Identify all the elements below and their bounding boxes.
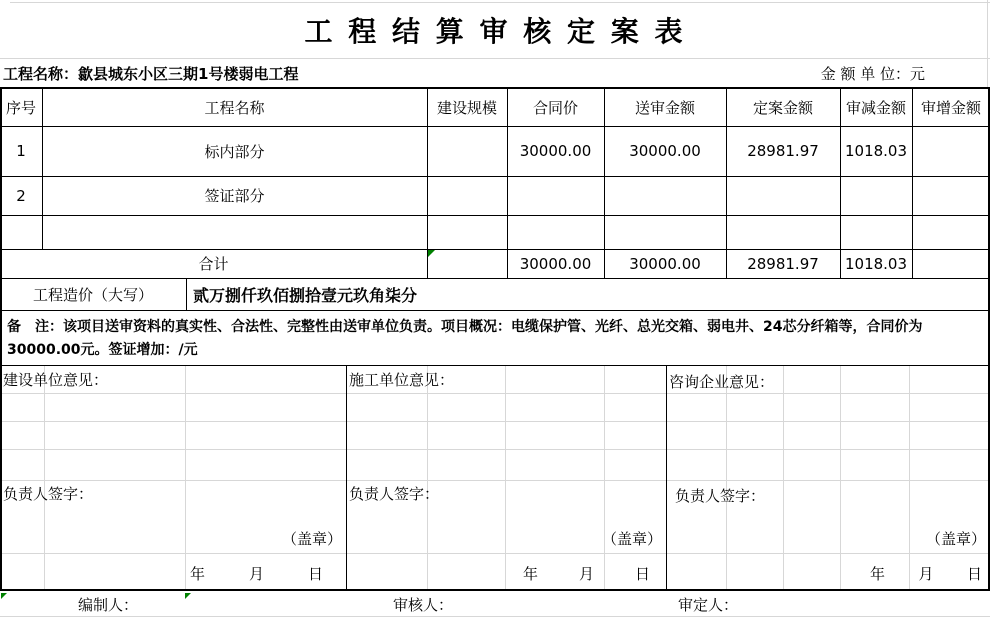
opinion-owner-seal: （盖章）: [281, 530, 342, 548]
col-header-submitted: 送审金额: [634, 98, 695, 117]
amount-words-value: 贰万捌仟玖佰捌拾壹元玖角柒分: [193, 285, 418, 305]
gridline: [427, 366, 428, 589]
row3-seq: [0, 215, 42, 249]
month-label: 月: [578, 564, 594, 583]
month-label: 月: [248, 564, 264, 583]
opinion-owner-signer: 负责人签字：: [3, 485, 94, 503]
project-name-label: 工程名称：歙县城东小区三期1号楼弱电工程: [3, 65, 299, 83]
approver-label: 审定人：: [678, 596, 739, 614]
total-scale: [427, 249, 507, 278]
opinion-contractor-signer: 负责人签字：: [349, 485, 440, 503]
row1-seq: 1: [16, 142, 26, 160]
opinion-owner-title: 建设单位意见：: [3, 371, 109, 389]
row1-name: 标内部分: [204, 142, 265, 161]
gridline: [0, 616, 990, 617]
row2-seq: 2: [16, 186, 26, 205]
amount-unit-label: 金 额 单 位：元: [820, 65, 925, 83]
remark-text: 备 注：该项目送审资料的真实性、合法性、完整性由送审单位负责。项目概况：电缆保护管、光纤、总光交箱、弱电井、24芯分纤箱等，合同价为30000.00元。签证增加：/元: [7, 319, 923, 358]
year-label: 年: [190, 564, 206, 583]
total-reduced: 1018.03: [844, 254, 908, 273]
col-header-reduced: 审减金额: [845, 98, 906, 117]
opinion-consultant-title: 咨询企业意见：: [669, 373, 775, 391]
total-finalized: 28981.97: [747, 254, 819, 273]
col-header-increased: 审增金额: [920, 98, 981, 117]
row1-scale: [427, 126, 507, 176]
col-header-name: 工程名称: [204, 98, 265, 117]
row1-contract: 30000.00: [519, 142, 592, 160]
opinion-contractor-date: [508, 559, 665, 587]
row1-reduced: 1018.03: [844, 142, 908, 160]
day-label: 日: [966, 564, 982, 583]
opinion-consultant-date: [856, 559, 988, 587]
gridline: [783, 366, 784, 589]
total-label: 合计: [198, 255, 229, 273]
year-label: 年: [870, 564, 886, 583]
col-header-finalized: 定案金额: [752, 98, 813, 117]
reviewer-label: 审核人：: [393, 596, 454, 614]
row1-submitted: 30000.00: [629, 142, 701, 160]
amount-words-label: 工程造价（大写）: [32, 285, 153, 304]
gridline: [44, 366, 45, 589]
gridline: [10, 2, 990, 3]
col-header-scale: 建设规模: [436, 98, 497, 117]
table-border: [0, 589, 990, 591]
row-line: [0, 365, 990, 366]
opinion-divider: [666, 365, 667, 589]
row2-name: 签证部分: [204, 187, 265, 205]
total-submitted: 30000.00: [629, 254, 701, 273]
row1-finalized: 28981.97: [747, 142, 819, 160]
opinion-contractor-title: 施工单位意见：: [349, 371, 455, 389]
col-header-seq: 序号: [5, 98, 36, 117]
preparer-label: 编制人：: [78, 596, 139, 614]
gridline: [185, 366, 186, 589]
month-label: 月: [918, 564, 934, 583]
cell-error-indicator-icon: [428, 250, 435, 257]
page-title: 工 程 结 算 审 核 定 案 表: [304, 15, 686, 48]
day-label: 日: [634, 564, 650, 583]
col-header-contract: 合同价: [532, 98, 578, 117]
gridline: [604, 366, 605, 589]
opinion-contractor-seal: （盖章）: [601, 530, 662, 548]
row3-name: [42, 215, 427, 249]
opinion-owner-date: [185, 559, 345, 587]
opinion-divider: [346, 365, 347, 589]
gridline: [505, 366, 506, 589]
gridline: [0, 58, 990, 59]
cell-error-indicator-icon: [1, 593, 7, 599]
opinion-consultant-seal: （盖章）: [925, 530, 986, 548]
opinion-consultant-signer: 负责人签字：: [675, 487, 766, 505]
gridline: [909, 366, 910, 589]
year-label: 年: [523, 564, 539, 583]
row1-increased: [912, 126, 990, 176]
total-contract: 30000.00: [519, 254, 592, 273]
day-label: 日: [307, 564, 323, 583]
total-increased: [912, 249, 990, 278]
cell-error-indicator-icon: [185, 593, 191, 599]
gridline: [726, 366, 727, 589]
gridline: [840, 366, 841, 589]
